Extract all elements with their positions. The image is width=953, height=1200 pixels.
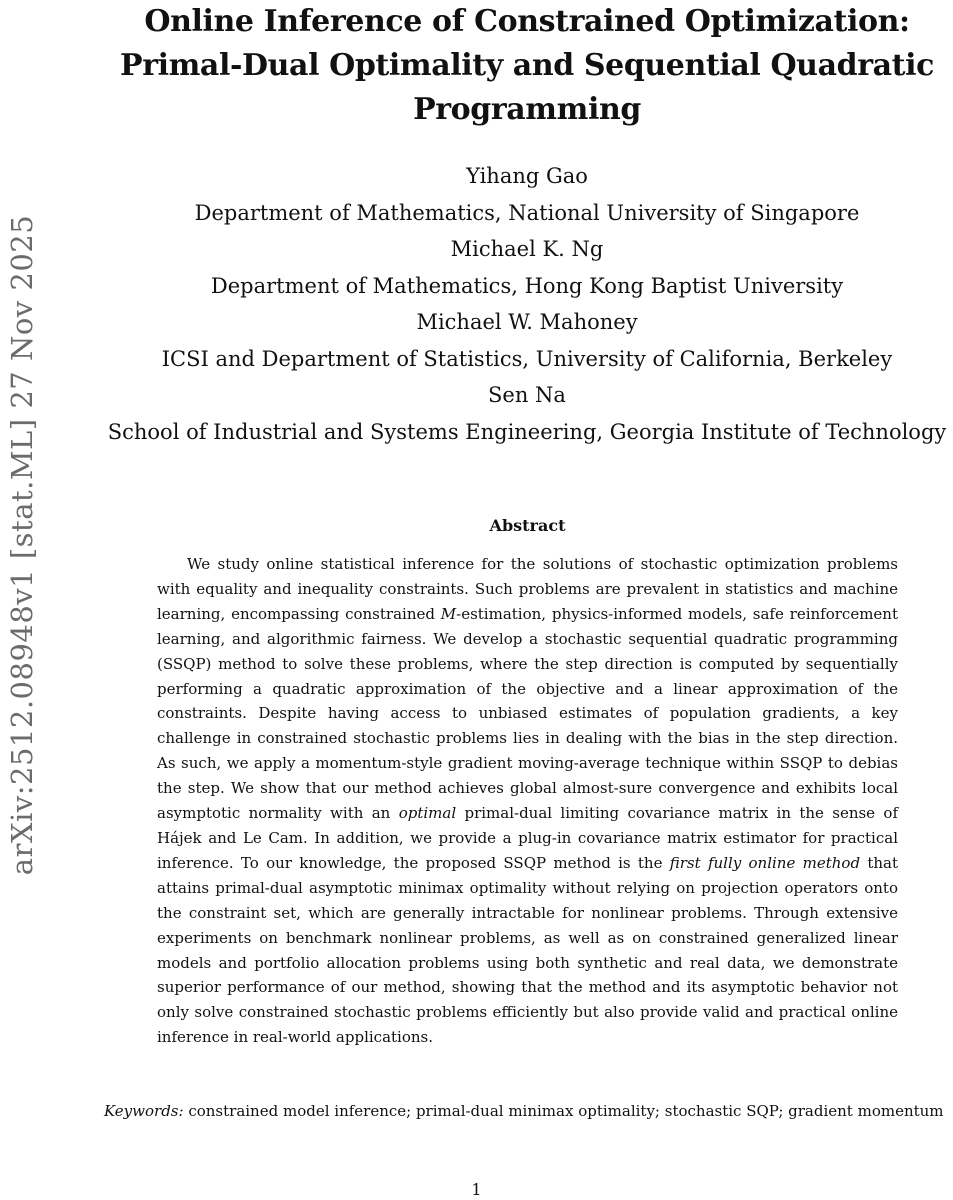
author-name: Michael W. Mahoney — [416, 310, 638, 334]
emphasis-first-fully-online: first fully online method — [669, 853, 861, 872]
author-affiliation: Department of Mathematics, National University of Singapore — [194, 200, 860, 225]
author-affiliation: Department of Mathematics, Hong Kong Baptist University — [210, 273, 844, 298]
abstract-text-4: that attains primal-dual asymptotic minimax optimality without relying on projection operators onto the constraint set, which are generally intractable for nonlinear problems. Through extensive experiments on benchmark nonlinear problems, as well as on constrained generalized linear models and portfolio allocation problems using both synthetic and real data, we demonstrate superior performance of our method, showing that the method and its asymptotic behavior not only solve constrained stochastic problems efficiently but also provide valid and practical online inference in real-world applications. — [157, 853, 898, 1047]
m-symbol: M — [440, 604, 457, 623]
abstract-text-1: We study online statistical inference for the solutions of stochastic optimization problems with equality and inequality constraints. Such problems are prevalent in statistics and machine learning, encompassing constrained — [157, 555, 898, 623]
arxiv-identifier: arXiv:2512.08948v1 [stat.ML] 27 Nov 2025 — [5, 214, 39, 876]
author-name: Yihang Gao — [466, 164, 588, 188]
page-number: 1 — [471, 1180, 482, 1199]
keywords-text: constrained model inference; primal-dual minimax optimality; stochastic SQP; gradient momentum — [183, 1102, 944, 1120]
paper-title — [104, 0, 950, 132]
abstract-text-2: -estimation, physics-informed models, safe reinforcement learning, and algorithmic fairness. We develop a stochastic sequential quadratic programming (SSQP) method to solve these problems, where the step direction is computed by sequentially performing a quadratic approximation of the objective and a linear approximation of the constraints. Despite having access to unbiased estimates of population gradients, a key challenge in constrained stochastic problems lies in dealing with the bias in the step direction. As such, we apply a momentum-style gradient moving-average technique within SSQP to debias the step. We show that our method achieves global almost-sure convergence and exhibits local asymptotic normality with an — [157, 604, 898, 823]
keywords — [104, 1098, 950, 1124]
abstract-heading: Abstract — [489, 516, 566, 535]
abstract-text-3: primal-dual limiting covariance matrix in the sense of Hájek and Le Cam. In addition, we provide a plug-in covariance matrix estimator for practical inference. To our knowledge, the proposed SSQP method is the — [157, 804, 898, 872]
title-line-2: Primal-Dual Optimality and Sequential Quadratic — [120, 48, 934, 83]
author-name: Sen Na — [488, 383, 566, 407]
title-line-3: Programming — [413, 92, 641, 127]
author-affiliation: ICSI and Department of Statistics, University of California, Berkeley — [161, 346, 893, 371]
author-block — [104, 158, 950, 450]
emphasis-optimal: optimal — [398, 804, 457, 823]
title-line-1: Online Inference of Constrained Optimization: — [144, 4, 910, 39]
author-affiliation: School of Industrial and Systems Engineering, Georgia Institute of Technology — [107, 419, 947, 444]
author-name: Michael K. Ng — [450, 237, 604, 261]
keywords-label: Keywords: — [104, 1102, 184, 1120]
abstract-body — [157, 552, 898, 1050]
